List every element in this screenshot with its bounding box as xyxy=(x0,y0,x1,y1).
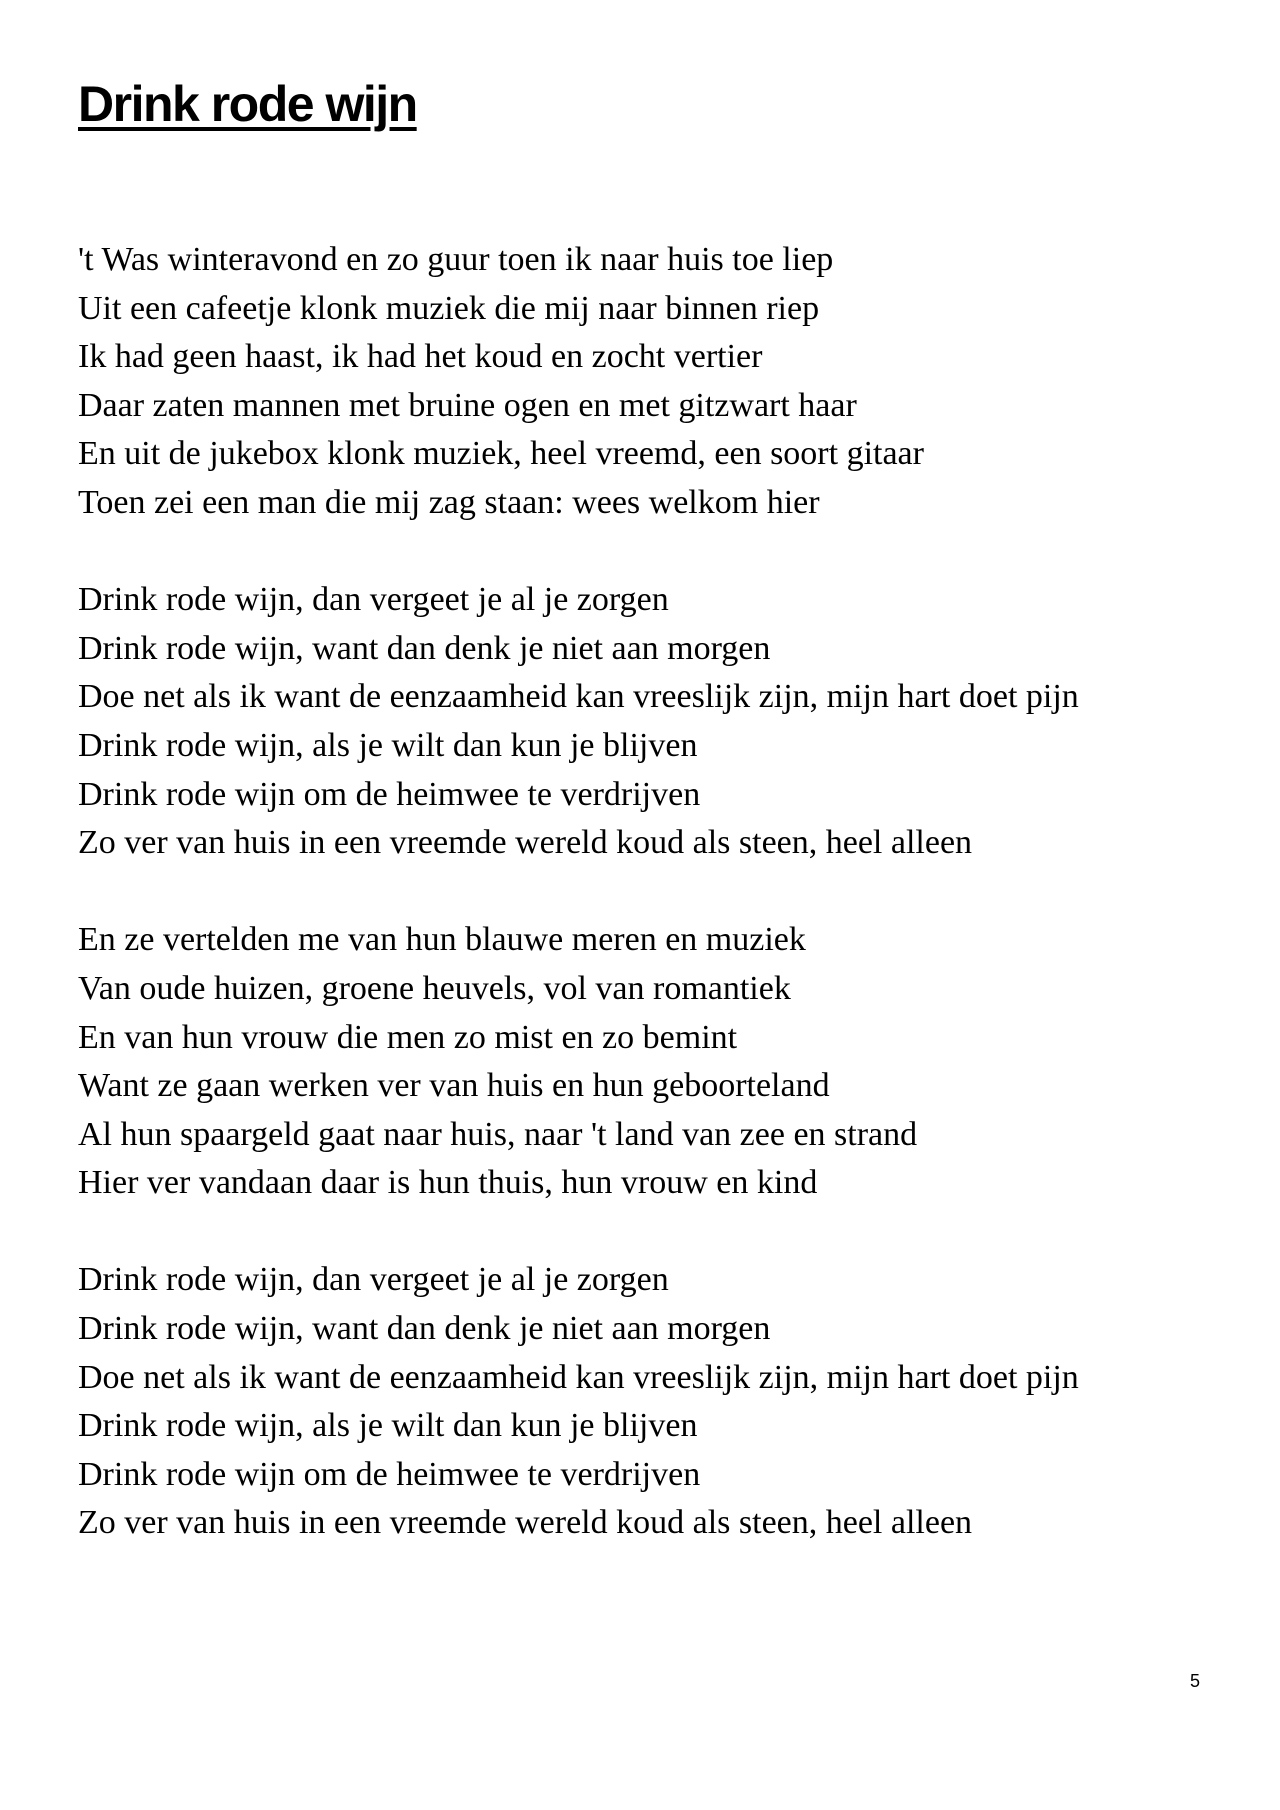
lyric-line: Toen zei een man die mij zag staan: wees welkom hier xyxy=(78,483,820,521)
lyric-line: Doe net als ik want de eenzaamheid kan vreeslijk zijn, mijn hart doet pijn xyxy=(78,678,1079,716)
chorus-2 xyxy=(78,1256,1228,1548)
verse-1 xyxy=(78,236,1228,528)
lyric-line: Want ze gaan werken ver van huis en hun geboorteland xyxy=(78,1067,830,1105)
lyric-line: Drink rode wijn, want dan denk je niet aan morgen xyxy=(78,1310,771,1348)
verse-2 xyxy=(78,916,1228,1208)
lyric-line: Uit een cafeetje klonk muziek die mij naar binnen riep xyxy=(78,289,820,327)
song-title: Drink rode wijn xyxy=(78,76,417,132)
lyric-line: Doe net als ik want de eenzaamheid kan vreeslijk zijn, mijn hart doet pijn xyxy=(78,1358,1079,1396)
lyric-line: Daar zaten mannen met bruine ogen en met gitzwart haar xyxy=(78,386,857,424)
lyric-line: Zo ver van huis in een vreemde wereld koud als steen, heel alleen xyxy=(78,824,973,862)
lyric-line: Zo ver van huis in een vreemde wereld koud als steen, heel alleen xyxy=(78,1504,973,1542)
lyric-line: En ze vertelden me van hun blauwe meren en muziek xyxy=(78,921,806,959)
lyric-line: Hier ver vandaan daar is hun thuis, hun vrouw en kind xyxy=(78,1164,818,1202)
lyric-line: Drink rode wijn, als je wilt dan kun je blijven xyxy=(78,1407,698,1445)
lyric-line: Drink rode wijn, als je wilt dan kun je blijven xyxy=(78,726,698,764)
lyrics xyxy=(78,236,1228,1597)
page-number: 5 xyxy=(1190,1671,1201,1691)
lyric-line: Al hun spaargeld gaat naar huis, naar 't land van zee en strand xyxy=(78,1115,918,1153)
lyric-line: Drink rode wijn, dan vergeet je al je zorgen xyxy=(78,1261,669,1299)
chorus-1 xyxy=(78,576,1228,868)
lyric-line: En van hun vrouw die men zo mist en zo bemint xyxy=(78,1018,738,1056)
lyric-line: Drink rode wijn, dan vergeet je al je zorgen xyxy=(78,581,669,619)
lyric-line: Drink rode wijn om de heimwee te verdrijven xyxy=(78,1455,701,1493)
lyric-line: En uit de jukebox klonk muziek, heel vreemd, een soort gitaar xyxy=(78,435,924,473)
lyric-line: 't Was winteravond en zo guur toen ik naar huis toe liep xyxy=(78,241,834,278)
lyric-line: Ik had geen haast, ik had het koud en zocht vertier xyxy=(78,338,763,376)
lyric-line: Drink rode wijn om de heimwee te verdrijven xyxy=(78,775,701,813)
lyric-line: Drink rode wijn, want dan denk je niet aan morgen xyxy=(78,629,771,667)
lyric-line: Van oude huizen, groene heuvels, vol van romantiek xyxy=(78,969,791,1007)
